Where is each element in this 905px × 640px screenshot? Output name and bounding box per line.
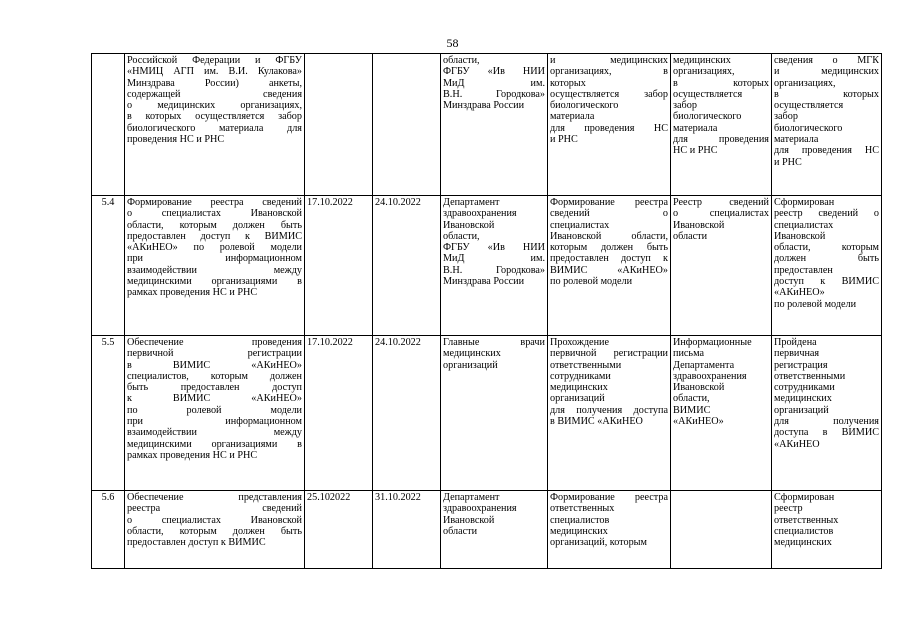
cell-line: материала xyxy=(774,134,819,146)
cell-line: по ролевой модели xyxy=(550,276,633,288)
cell-line: ответственных xyxy=(550,503,615,515)
cell-line: о специалистах Ивановской xyxy=(127,208,302,220)
cell-line: «НМИЦ АГП им. В.И. Кулакова» xyxy=(127,66,302,78)
indicator-cell xyxy=(772,196,882,336)
cell-line: в ВИМИС «АКиНЕО» xyxy=(127,359,302,371)
start-date-cell: 17.10.2022 xyxy=(305,196,373,336)
end-date-cell: 24.10.2022 xyxy=(373,196,441,336)
cell-line: первичная xyxy=(774,348,820,360)
cell-line: предоставлен доступ к xyxy=(550,253,668,265)
responsible-cell xyxy=(441,491,548,569)
cell-line: «АКиНЕО» по ролевой модели xyxy=(127,242,302,254)
cell-line: предоставлен xyxy=(774,264,833,276)
cell-line: должен быть xyxy=(774,253,879,265)
result-cell xyxy=(548,491,671,569)
cell-line: проведения НС и РНС xyxy=(127,134,225,146)
cell-line: по ролевой модели xyxy=(774,298,857,310)
end-date-cell xyxy=(373,54,441,196)
cell-line: о специалистах Ивановской xyxy=(127,514,302,526)
cell-line: области xyxy=(443,525,478,537)
cell-line: которым должен быть xyxy=(550,242,668,254)
cell-line: Ивановской xyxy=(443,514,495,526)
cell-line: Обеспечение представления xyxy=(127,492,302,503)
table-row xyxy=(92,196,882,336)
cell-line: «АКиНЕО xyxy=(774,438,820,450)
cell-line: Ивановской xyxy=(774,230,826,242)
cell-line: в которых xyxy=(673,77,769,89)
cell-line: при информационном xyxy=(127,253,302,265)
cell-line: Прохождение xyxy=(550,337,610,348)
indicator-cell xyxy=(772,491,882,569)
cell-line: области xyxy=(673,230,708,242)
cell-line: медицинских xyxy=(550,525,608,537)
row-number: 5.5 xyxy=(92,336,125,491)
cell-line: забор xyxy=(673,100,697,112)
start-date-cell: 17.10.2022 xyxy=(305,336,373,491)
cell-line: сведения о МГК xyxy=(774,55,879,66)
plan-table xyxy=(91,53,882,569)
end-date-cell: 31.10.2022 xyxy=(373,491,441,569)
cell-line: осуществляется xyxy=(673,88,743,100)
responsible-cell xyxy=(441,54,548,196)
cell-line: специалистов xyxy=(774,525,834,537)
cell-line: материала xyxy=(550,111,595,123)
cell-line: Ивановской xyxy=(673,219,725,231)
responsible-cell xyxy=(441,196,548,336)
cell-line: биологического xyxy=(774,122,843,134)
responsible-cell xyxy=(441,336,548,491)
cell-line: здравоохранения xyxy=(443,503,517,515)
event-cell xyxy=(125,54,305,196)
cell-line: Минздрава России) анкеты, xyxy=(127,77,302,89)
cell-line: медицинских xyxy=(673,55,731,66)
cell-line: рамках проведения НС и РНС xyxy=(127,449,258,461)
document-cell xyxy=(671,54,772,196)
cell-line: НС и РНС xyxy=(673,145,718,157)
cell-line: реестр сведений о xyxy=(774,208,879,220)
cell-line: В.Н. Городкова» xyxy=(443,88,545,100)
cell-line: области, которым должен быть xyxy=(127,219,302,231)
cell-line: Обеспечение проведения xyxy=(127,337,302,348)
start-date-cell xyxy=(305,54,373,196)
end-date-cell: 24.10.2022 xyxy=(373,336,441,491)
cell-line: медицинских xyxy=(774,537,832,549)
cell-line: которых xyxy=(550,77,586,89)
cell-line: первичной регистрации xyxy=(550,348,668,360)
cell-line: Формирование реестра сведений xyxy=(127,197,302,208)
cell-line: Главные врачи xyxy=(443,337,545,348)
table-row xyxy=(92,54,882,196)
cell-line: организаций, которым xyxy=(550,537,647,549)
page-number: 58 xyxy=(446,36,459,50)
cell-line: содержащей сведения xyxy=(127,88,302,100)
cell-line: осуществляется забор xyxy=(550,88,668,100)
cell-line: медицинских xyxy=(443,348,501,360)
cell-line: доступ к ВИМИС xyxy=(774,276,879,288)
cell-line: для получения доступа xyxy=(550,404,668,416)
cell-line: взаимодействии между xyxy=(127,264,302,276)
cell-line: для проведения НС xyxy=(774,145,879,157)
cell-line: МиД им. xyxy=(443,77,545,89)
cell-line: к ВИМИС «АКиНЕО» xyxy=(127,393,302,405)
event-cell xyxy=(125,491,305,569)
indicator-cell xyxy=(772,336,882,491)
cell-line: организаций xyxy=(550,393,605,405)
cell-line: медицинскими организациями в xyxy=(127,438,302,450)
cell-line: забор xyxy=(774,111,798,123)
cell-line: области, xyxy=(443,230,480,242)
cell-line: и медицинских xyxy=(550,55,668,66)
cell-line: ФГБУ «Ив НИИ xyxy=(443,66,545,78)
cell-line: по ролевой модели xyxy=(127,404,302,416)
table-row xyxy=(92,336,882,491)
result-cell xyxy=(548,336,671,491)
cell-line: Информационные xyxy=(673,337,752,348)
result-cell xyxy=(548,54,671,196)
cell-line: здравоохранения xyxy=(443,208,517,220)
cell-line: Ивановской области, xyxy=(550,230,668,242)
cell-line: ответственными xyxy=(550,359,622,371)
cell-line: сотрудниками xyxy=(774,382,835,394)
cell-line: и РНС xyxy=(774,156,802,168)
cell-line: сведений о xyxy=(550,208,668,220)
cell-line: Ивановской xyxy=(673,382,725,394)
cell-line: и РНС xyxy=(550,134,578,146)
cell-line: ответственными xyxy=(774,370,846,382)
cell-line: биологического материала для xyxy=(127,122,302,134)
row-number xyxy=(92,54,125,196)
cell-line: Российской Федерации и ФГБУ xyxy=(127,55,302,66)
cell-line: области, которым должен быть xyxy=(127,525,302,537)
cell-line: сотрудниками xyxy=(550,370,611,382)
cell-line: организаций xyxy=(774,404,829,416)
cell-line: специалистов, которым должен xyxy=(127,370,302,382)
document-cell xyxy=(671,491,772,569)
cell-line: о медицинских организациях, xyxy=(127,100,302,112)
cell-line: Минздрава России xyxy=(443,276,525,288)
cell-line: Пройдена xyxy=(774,337,817,348)
cell-line: реестра сведений xyxy=(127,503,302,515)
cell-line: организациях, xyxy=(673,66,735,78)
start-date-cell: 25.102022 xyxy=(305,491,373,569)
cell-line: организаций xyxy=(443,359,498,371)
event-cell xyxy=(125,196,305,336)
cell-line: для проведения НС xyxy=(550,122,668,134)
cell-line: Минздрава России xyxy=(443,100,525,112)
cell-line: области, xyxy=(443,55,480,66)
cell-line: «АКиНЕО» xyxy=(774,287,825,299)
cell-line: В.Н. Городкова» xyxy=(443,264,545,276)
cell-line: «АКиНЕО» xyxy=(673,416,724,428)
cell-line: специалистах xyxy=(774,219,834,231)
row-number: 5.6 xyxy=(92,491,125,569)
cell-line: области, которым xyxy=(774,242,879,254)
cell-line: в которых осуществляется забор xyxy=(127,111,302,123)
cell-line: Сформирован xyxy=(774,197,835,208)
event-cell xyxy=(125,336,305,491)
cell-line: Департамента xyxy=(673,359,735,371)
cell-line: Формирование реестра xyxy=(550,197,668,208)
cell-line: о специалистах xyxy=(673,208,769,220)
cell-line: Департамент xyxy=(443,492,500,503)
table-row xyxy=(92,491,882,569)
cell-line: предоставлен доступ к ВИМИС xyxy=(127,537,266,549)
cell-line: Формирование реестра xyxy=(550,492,668,503)
cell-line: первичной регистрации xyxy=(127,348,302,360)
cell-line: Сформирован xyxy=(774,492,835,503)
cell-line: МиД им. xyxy=(443,253,545,265)
cell-line: в ВИМИС «АКиНЕО xyxy=(550,416,643,428)
cell-line: Департамент xyxy=(443,197,500,208)
cell-line: ФГБУ «Ив НИИ xyxy=(443,242,545,254)
result-cell xyxy=(548,196,671,336)
cell-line: ВИМИС «АКиНЕО» xyxy=(550,264,668,276)
cell-line: ВИМИС xyxy=(673,404,711,416)
cell-line: предоставлен доступ к ВИМИС xyxy=(127,230,302,242)
row-number: 5.4 xyxy=(92,196,125,336)
cell-line: ответственных xyxy=(774,514,839,526)
cell-line: специалистах xyxy=(550,219,610,231)
cell-line: медицинских xyxy=(774,393,832,405)
cell-line: здравоохранения xyxy=(673,370,747,382)
cell-line: реестр xyxy=(774,503,803,515)
cell-line: биологического xyxy=(550,100,619,112)
cell-line: при информационном xyxy=(127,416,302,428)
cell-line: доступа в ВИМИС xyxy=(774,427,879,439)
cell-line: для получения xyxy=(774,416,879,428)
cell-line: взаимодействии между xyxy=(127,427,302,439)
cell-line: медицинскими организациями в xyxy=(127,276,302,288)
document-cell xyxy=(671,196,772,336)
cell-line: Ивановской xyxy=(443,219,495,231)
cell-line: регистрация xyxy=(774,359,828,371)
cell-line: организациях, в xyxy=(550,66,668,78)
cell-line: организациях, xyxy=(774,77,836,89)
cell-line: области, xyxy=(673,393,710,405)
cell-line: письма xyxy=(673,348,704,360)
table-body xyxy=(92,54,882,569)
cell-line: медицинских xyxy=(550,382,608,394)
cell-line: Реестр сведений xyxy=(673,197,769,208)
indicator-cell xyxy=(772,54,882,196)
cell-line: биологического xyxy=(673,111,742,123)
cell-line: для проведения xyxy=(673,134,769,146)
cell-line: специалистов xyxy=(550,514,610,526)
document-cell xyxy=(671,336,772,491)
cell-line: материала xyxy=(673,122,718,134)
cell-line: рамках проведения НС и РНС xyxy=(127,287,258,299)
cell-line: осуществляется xyxy=(774,100,844,112)
cell-line: быть предоставлен доступ xyxy=(127,382,302,394)
cell-line: в которых xyxy=(774,88,879,100)
cell-line: и медицинских xyxy=(774,66,879,78)
